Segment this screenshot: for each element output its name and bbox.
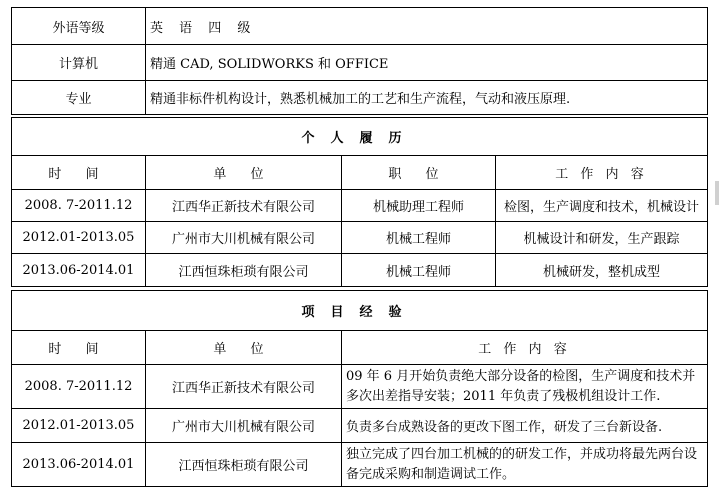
column-header-time: 时 间 (12, 331, 146, 365)
table-header-row (12, 331, 708, 365)
skills-table (11, 7, 708, 115)
column-header-content: 工 作 内 容 (342, 331, 708, 365)
company-cell: 江西华正新技术有限公司 (146, 365, 342, 409)
column-header-content: 工 作 内 容 (496, 156, 708, 190)
position-cell: 机械工程师 (342, 222, 496, 254)
computer-value: 精通 CAD, SOLIDWORKS 和 OFFICE (146, 45, 708, 81)
table-row (12, 365, 708, 409)
content-cell: 机械设计和研发，生产跟踪 (496, 222, 708, 254)
column-header-position: 职 位 (342, 156, 496, 190)
resume-table (11, 117, 708, 287)
time-cell: 2012.01-2013.05 (12, 222, 146, 254)
table-row (12, 8, 708, 45)
table-row (12, 222, 708, 254)
resume-section-title: 个人履历 (12, 118, 708, 156)
column-header-company: 单 位 (146, 331, 342, 365)
major-value: 精通非标件机构设计，熟悉机械加工的工艺和生产流程，气动和液压原理. (146, 81, 708, 115)
company-cell: 江西恒珠柜琐有限公司 (146, 443, 342, 487)
table-row (12, 443, 708, 487)
table-row (12, 81, 708, 115)
column-header-company: 单 位 (146, 156, 342, 190)
time-cell: 2008. 7-2011.12 (12, 365, 146, 409)
column-header-time: 时 间 (12, 156, 146, 190)
time-cell: 2013.06-2014.01 (12, 254, 146, 287)
company-cell: 广州市大川机械有限公司 (146, 222, 342, 254)
position-cell: 机械助理工程师 (342, 190, 496, 222)
computer-label: 计算机 (12, 45, 146, 81)
position-cell: 机械工程师 (342, 254, 496, 287)
section-header-row (12, 118, 708, 156)
content-cell: 检图，生产调度和技术，机械设计 (496, 190, 708, 222)
section-header-row (12, 291, 708, 331)
table-row (12, 190, 708, 222)
time-cell: 2012.01-2013.05 (12, 409, 146, 443)
major-label: 专业 (12, 81, 146, 115)
time-cell: 2008. 7-2011.12 (12, 190, 146, 222)
company-cell: 江西华正新技术有限公司 (146, 190, 342, 222)
projects-table (11, 290, 708, 487)
content-cell: 独立完成了四台加工机械的的研发工作，并成功将最先两台设备完成采购和制造调试工作。 (342, 443, 708, 487)
company-cell: 广州市大川机械有限公司 (146, 409, 342, 443)
table-row (12, 409, 708, 443)
content-cell: 09 年 6 月开始负责绝大部分设备的检图，生产调度和技术并多次出差指导安装；2011 年负责了残极机组设计工作. (342, 365, 708, 409)
company-cell: 江西恒珠柜琐有限公司 (146, 254, 342, 287)
table-row (12, 254, 708, 287)
page-edge-marker (715, 181, 719, 205)
projects-section-title: 项目经验 (12, 291, 708, 331)
table-row (12, 45, 708, 81)
table-header-row (12, 156, 708, 190)
content-cell: 机械研发，整机成型 (496, 254, 708, 287)
time-cell: 2013.06-2014.01 (12, 443, 146, 487)
content-cell: 负责多台成熟设备的更改下图工作，研发了三台新设备. (342, 409, 708, 443)
language-level-label: 外语等级 (12, 8, 146, 45)
language-level-value: 英 语 四 级 (146, 8, 708, 45)
